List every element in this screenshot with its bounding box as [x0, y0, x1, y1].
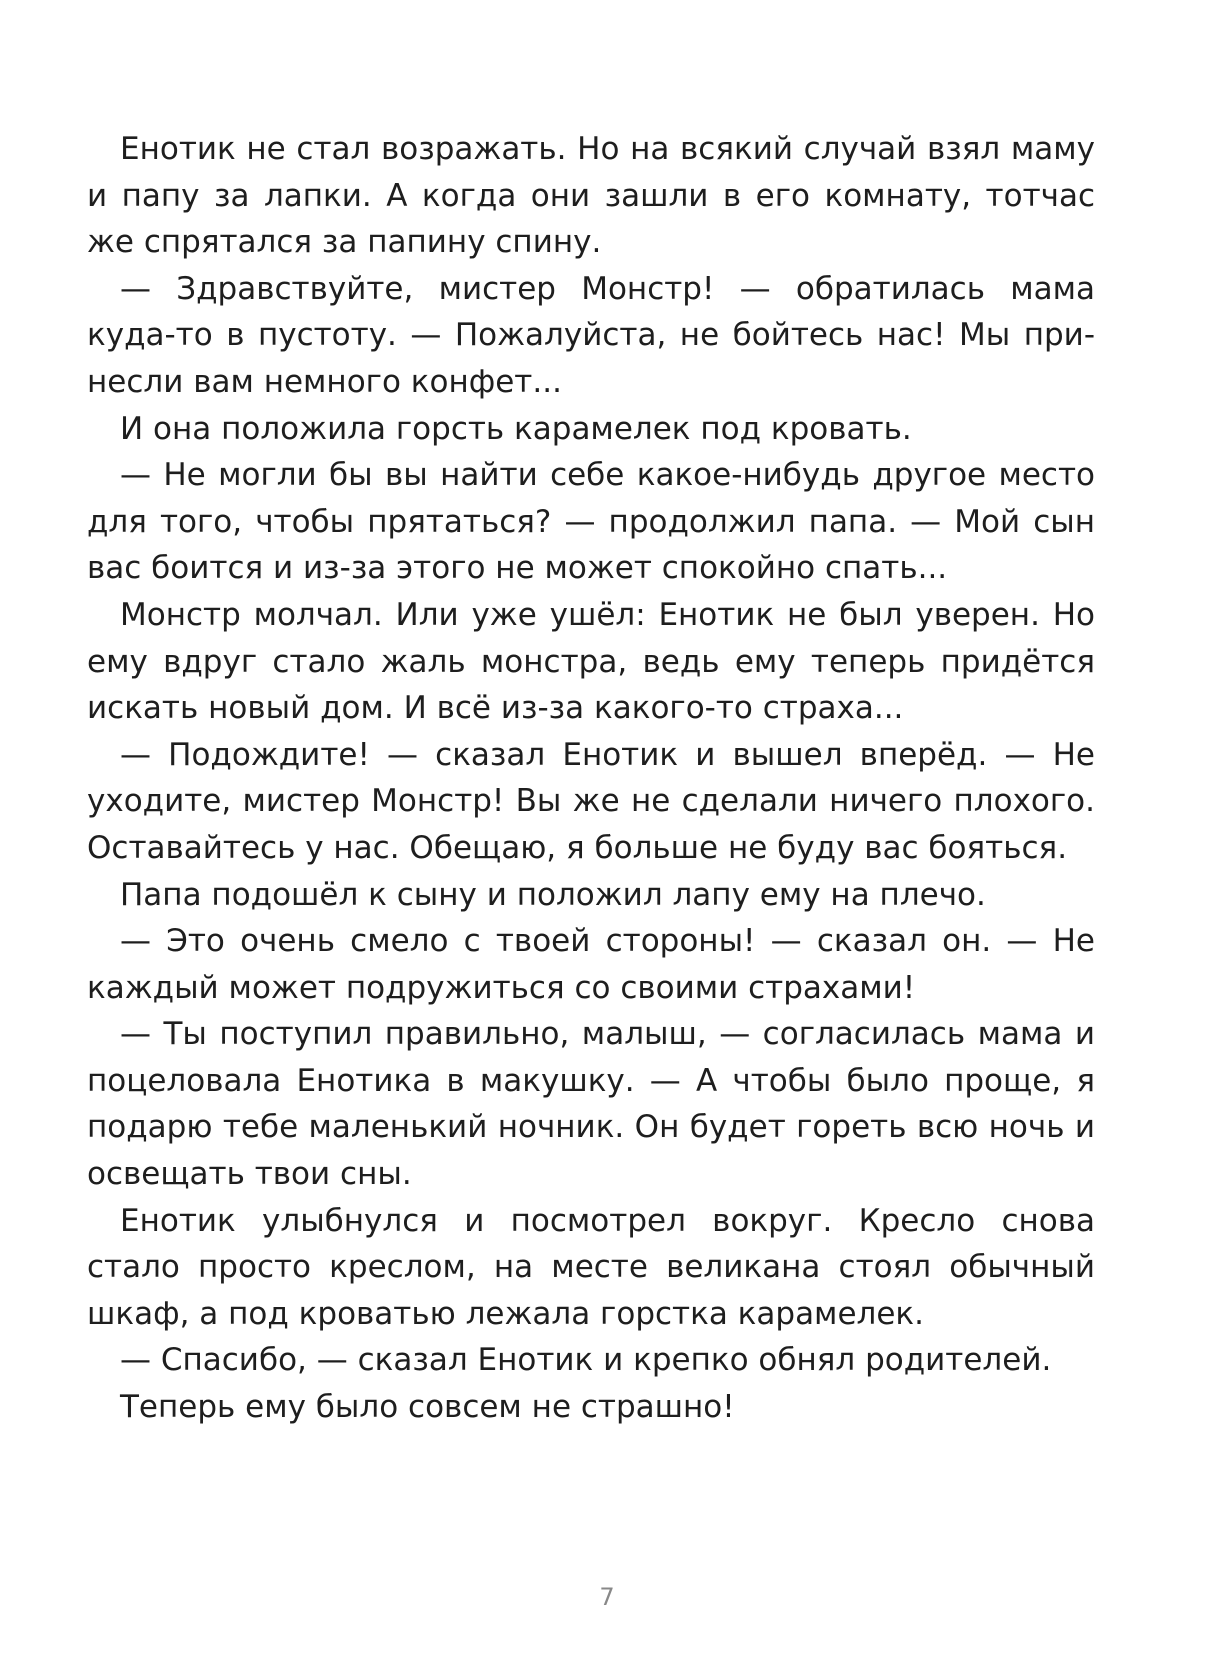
story-text — [87, 126, 1095, 1431]
page-number: 7 — [599, 1583, 615, 1611]
paragraph: Енотик не стал возражать. Но на всякий случай взял маму и папу за лапки. А когда они зашли в его комнату, тотчас же спрятался за папину спину. — [87, 131, 1095, 261]
paragraph: Теперь ему было совсем не страшно! — [120, 1389, 735, 1426]
paragraph: Папа подошёл к сыну и положил лапу ему на плечо. — [120, 876, 986, 913]
paragraph: — Ты поступил правильно, малыш, — согласилась мама и поцеловала Енотика в макушку. — А чтобы было проще, я подарю тебе маленький ночник. Он будет гореть всю ночь и освещать твои сны. — [87, 1016, 1095, 1193]
paragraph: Енотик улыбнулся и посмотрел вокруг. Кресло снова стало просто креслом, на месте великана стоял обычный шкаф, а под кроватью лежала горстка карамелек. — [87, 1202, 1095, 1332]
paragraph: — Здравствуйте, мистер Монстр! — обратилась мама куда-то в пустоту. — Пожалуйста, не бойтесь нас! Мы принесли вам немного конфет... — [87, 270, 1095, 400]
paragraph: — Подождите! — сказал Енотик и вышел вперёд. — Не уходите, мистер Монстр! Вы же не сделали ничего плохого. Оставайтесь у нас. Обещаю, я больше не буду вас бояться. — [87, 736, 1095, 866]
paragraph: Монстр молчал. Или уже ушёл: Енотик не был уверен. Но ему вдруг стало жаль монстра, ведь ему теперь придётся искать новый дом. И всё из-за какого-то страха... — [87, 596, 1095, 727]
paragraph: — Это очень смело с твоей стороны! — сказал он. — Не каждый может подружиться со своими страхами! — [87, 923, 1095, 1006]
paragraph: — Не могли бы вы найти себе какое-нибудь другое место для того, чтобы прятаться? — продолжил папа. — Мой сын вас боится и из-за этого не может спокойно спать... — [87, 457, 1095, 587]
paragraph: И она положила горсть карамелек под кровать. — [120, 410, 912, 447]
paragraph: — Спасибо, — сказал Енотик и крепко обнял родителей. — [120, 1342, 1052, 1379]
